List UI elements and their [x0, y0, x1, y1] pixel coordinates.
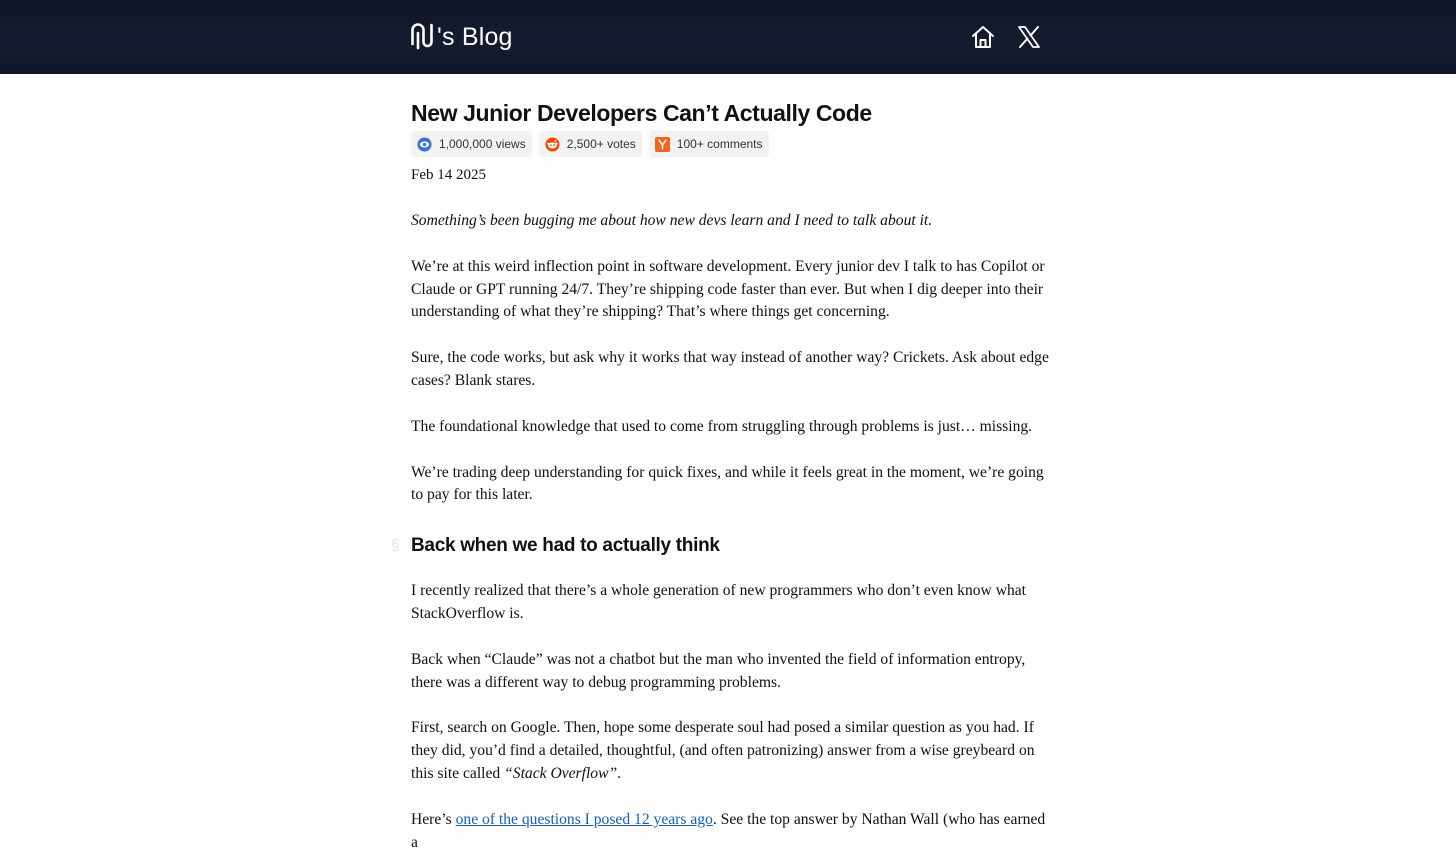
paragraph: I recently realized that there’s a whole generation of new programmers who don’t even know what StackOverflow is.	[411, 582, 1027, 622]
reddit-icon	[545, 137, 560, 152]
stack-overflow-emphasis: “Stack Overflow”	[504, 764, 618, 782]
views-badge	[411, 131, 532, 157]
blog-home-link[interactable]	[410, 21, 513, 53]
top-navigation-bar	[0, 0, 1456, 74]
article	[391, 74, 1051, 854]
ycombinator-icon	[655, 137, 670, 152]
paragraph: The foundational knowledge that used to come from struggling through problems is just… missing.	[411, 417, 1033, 435]
stylized-n-logo-icon	[410, 22, 436, 52]
home-icon[interactable]	[970, 24, 996, 50]
paragraph-text: First, search on Google. Then, hope some desperate soul had posed a similar question as you had. If they did, you’d find a detailed, thoughtful, (and often patronizing) answer from a wise greybeard on this site called	[411, 719, 1035, 782]
paragraph	[411, 809, 1051, 854]
section-heading	[391, 533, 1051, 559]
post-title: New Junior Developers Can’t Actually Code	[411, 100, 872, 126]
paragraph: Back when “Claude” was not a chatbot but the man who invented the field of information entropy, there was a different way to debug programming problems.	[411, 650, 1026, 691]
post-lede: Something’s been bugging me about how new devs learn and I need to talk about it.	[411, 212, 933, 229]
section-heading-text: Back when we had to actually think	[411, 535, 720, 557]
stats-badges	[411, 131, 1051, 157]
eye-icon	[417, 137, 432, 152]
question-link[interactable]: one of the questions I posed 12 years ago	[455, 810, 713, 828]
paragraph-text-end: . See the top answer by Nathan Wall (who has earned a	[411, 810, 1046, 851]
post-date: Feb 14 2025	[411, 167, 486, 183]
paragraph: Sure, the code works, but ask why it works that way instead of another way? Crickets. Ask about edge cases? Blank stares.	[411, 349, 1049, 389]
votes-count: 2,500+ votes	[566, 137, 636, 151]
section-anchor-link[interactable]: §	[391, 537, 400, 555]
paragraph: We’re at this weird inflection point in software development. Every junior dev I talk to has Copilot or Claude or GPT running 24/7. They’re shipping code faster than ever. But when I dig deeper into their understanding of what they’re shipping? That’s where things get concerning.	[411, 257, 1045, 321]
comments-badge	[649, 131, 769, 157]
x-icon[interactable]	[1016, 24, 1042, 50]
views-count: 1,000,000 views	[439, 137, 526, 151]
paragraph	[411, 717, 1051, 785]
brand-text: 's Blog	[437, 22, 513, 51]
paragraph-text-end: .	[617, 764, 622, 782]
paragraph-text: Here’s	[411, 810, 456, 828]
paragraph: We’re trading deep understanding for quick fixes, and while it feels great in the moment, we’re going to pay for this later.	[411, 463, 1044, 504]
votes-badge	[539, 131, 642, 157]
comments-count: 100+ comments	[676, 137, 763, 151]
